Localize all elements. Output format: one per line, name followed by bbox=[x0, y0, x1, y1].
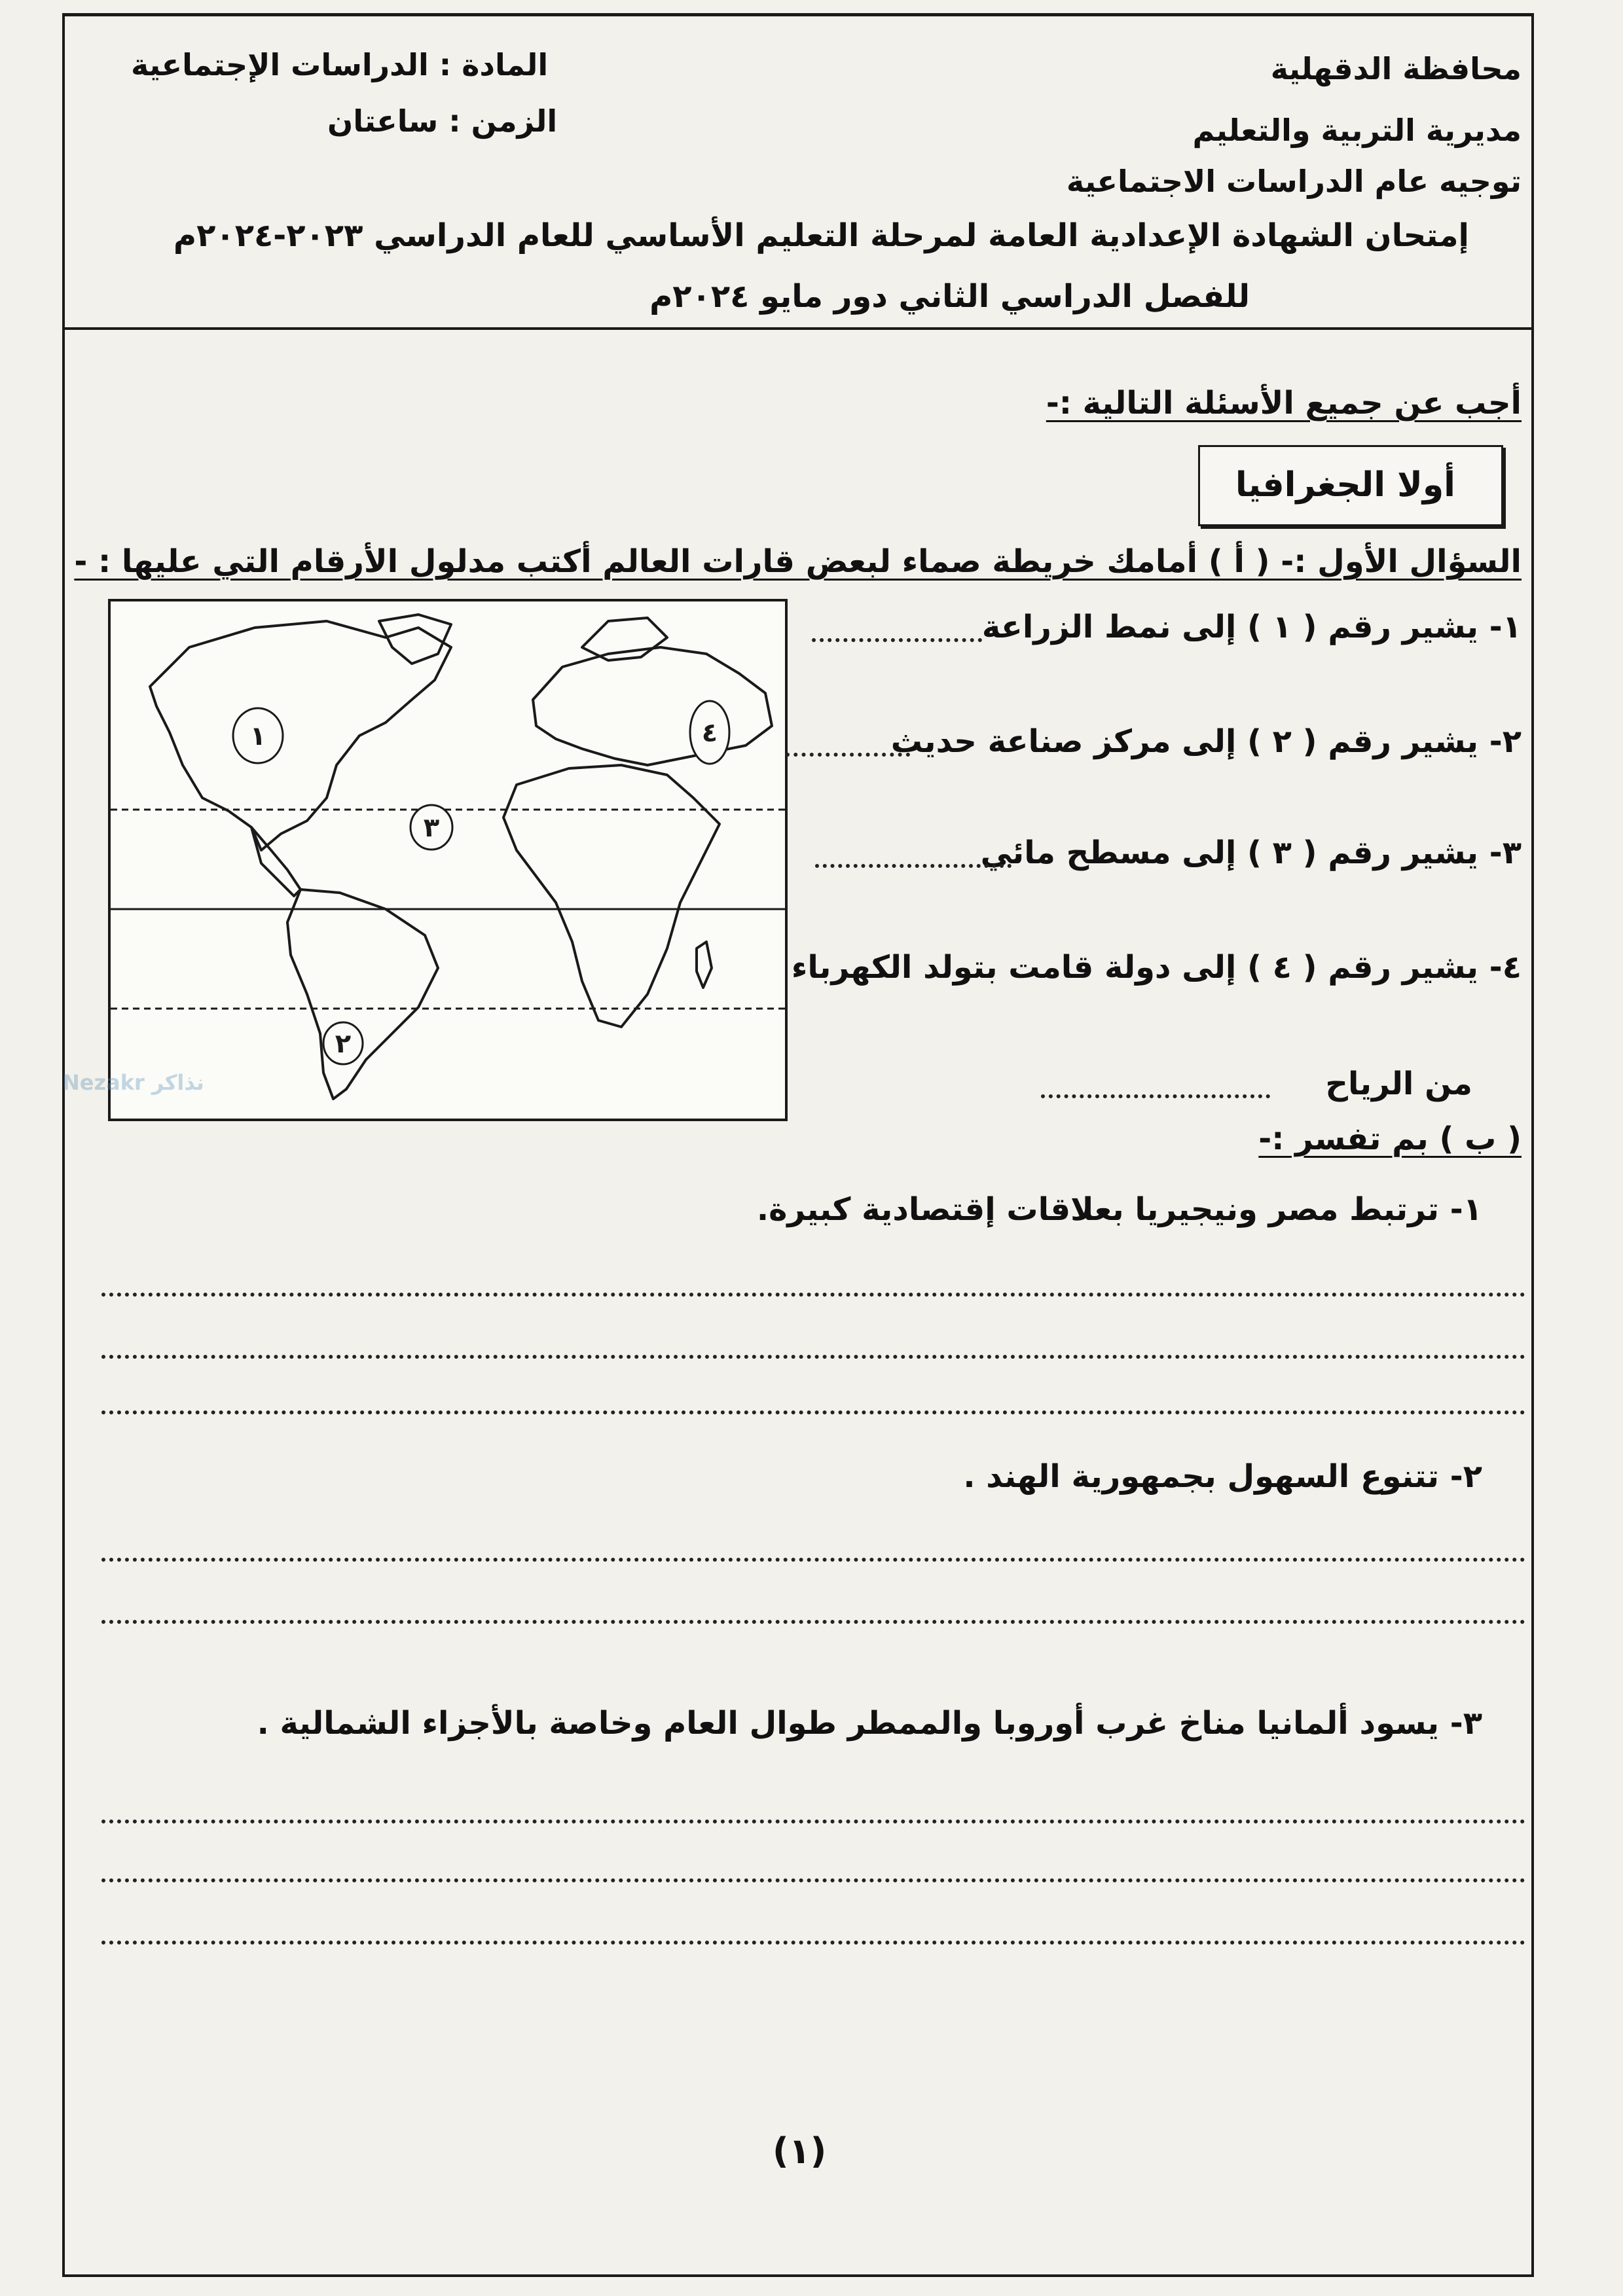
section-title: أولا الجغرافيا bbox=[1235, 465, 1455, 505]
world-map-svg bbox=[111, 601, 785, 1119]
europe-outline bbox=[533, 647, 772, 765]
madagascar-outline bbox=[697, 942, 712, 988]
answer-line-b2-2[interactable] bbox=[101, 1620, 1525, 1624]
marker-1-label: ١ bbox=[249, 721, 266, 751]
marker-3-label: ٣ bbox=[423, 813, 440, 843]
partB-item-1: ١- ترتبط مصر ونيجيريا بعلاقات إقتصادية كبيرة. bbox=[756, 1191, 1482, 1228]
answer-line-b1-1[interactable] bbox=[101, 1293, 1525, 1297]
question1-title: السؤال الأول :- ( أ ) أمامك خريطة صماء لبعض قارات العالم أكتب مدلول الأرقام التي عليها : - bbox=[74, 543, 1522, 580]
q1-item-4: ٤- يشير رقم ( ٤ ) إلى دولة قامت بتولد الكهرباء bbox=[791, 949, 1522, 986]
partB-item-3: ٣- يسود ألمانيا مناخ غرب أوروبا والممطر طوال العام وخاصة بالأجزاء الشمالية . bbox=[257, 1705, 1482, 1742]
directorate-label: مديرية التربية والتعليم bbox=[1192, 113, 1522, 148]
header-divider bbox=[62, 327, 1531, 330]
answer-line-q1-3[interactable] bbox=[815, 864, 1012, 868]
blank-world-map bbox=[108, 599, 788, 1121]
q1-item-4-continued: من الرياح bbox=[1325, 1066, 1472, 1102]
answer-line-b3-1[interactable] bbox=[101, 1820, 1525, 1823]
answer-line-q1-1[interactable] bbox=[812, 638, 982, 642]
north-america-outline bbox=[150, 621, 451, 850]
section-title-box bbox=[1198, 445, 1503, 526]
exam-term: للفصل الدراسي الثاني دور مايو ٢٠٢٤م bbox=[649, 278, 1250, 315]
governorate-label: محافظة الدقهلية bbox=[1270, 51, 1522, 86]
answer-line-b1-3[interactable] bbox=[101, 1410, 1525, 1414]
partB-title: ( ب ) بم تفسر :- bbox=[1258, 1121, 1522, 1157]
greenland-outline bbox=[379, 615, 451, 664]
q1-item-1: ١- يشير رقم ( ١ ) إلى نمط الزراعة bbox=[981, 609, 1522, 645]
marker-2-label: ٢ bbox=[335, 1029, 352, 1059]
answer-line-b2-1[interactable] bbox=[101, 1558, 1525, 1562]
page-number: (١) bbox=[773, 2130, 827, 2172]
scandinavia-outline bbox=[582, 618, 667, 660]
q1-item-2: ٢- يشير رقم ( ٢ ) إلى مركز صناعة حديث bbox=[890, 723, 1522, 760]
q1-item-3: ٣- يشير رقم ( ٣ ) إلى مسطح مائي bbox=[980, 834, 1522, 871]
instructions: أجب عن جميع الأسئلة التالية :- bbox=[1046, 385, 1522, 422]
supervision-label: توجيه عام الدراسات الاجتماعية bbox=[1066, 164, 1522, 199]
answer-line-b3-2[interactable] bbox=[101, 1878, 1525, 1882]
nezakr-watermark: Nezakr نذاكر bbox=[62, 1070, 204, 1095]
answer-line-b3-3[interactable] bbox=[101, 1941, 1525, 1945]
subject-label: المادة : الدراسات الإجتماعية bbox=[131, 47, 549, 82]
exam-title: إمتحان الشهادة الإعدادية العامة لمرحلة التعليم الأساسي للعام الدراسي ٢٠٢٣-٢٠٢٤م bbox=[173, 217, 1469, 254]
africa-outline bbox=[503, 765, 720, 1027]
partB-item-2: ٢- تتنوع السهول بجمهورية الهند . bbox=[963, 1458, 1482, 1495]
answer-line-q1-4[interactable] bbox=[1041, 1094, 1270, 1098]
marker-4-label: ٤ bbox=[701, 718, 718, 748]
south-america-outline bbox=[287, 889, 438, 1099]
answer-line-b1-2[interactable] bbox=[101, 1355, 1525, 1359]
time-label: الزمن : ساعتان bbox=[327, 103, 558, 139]
answer-line-q1-2[interactable] bbox=[786, 753, 910, 757]
